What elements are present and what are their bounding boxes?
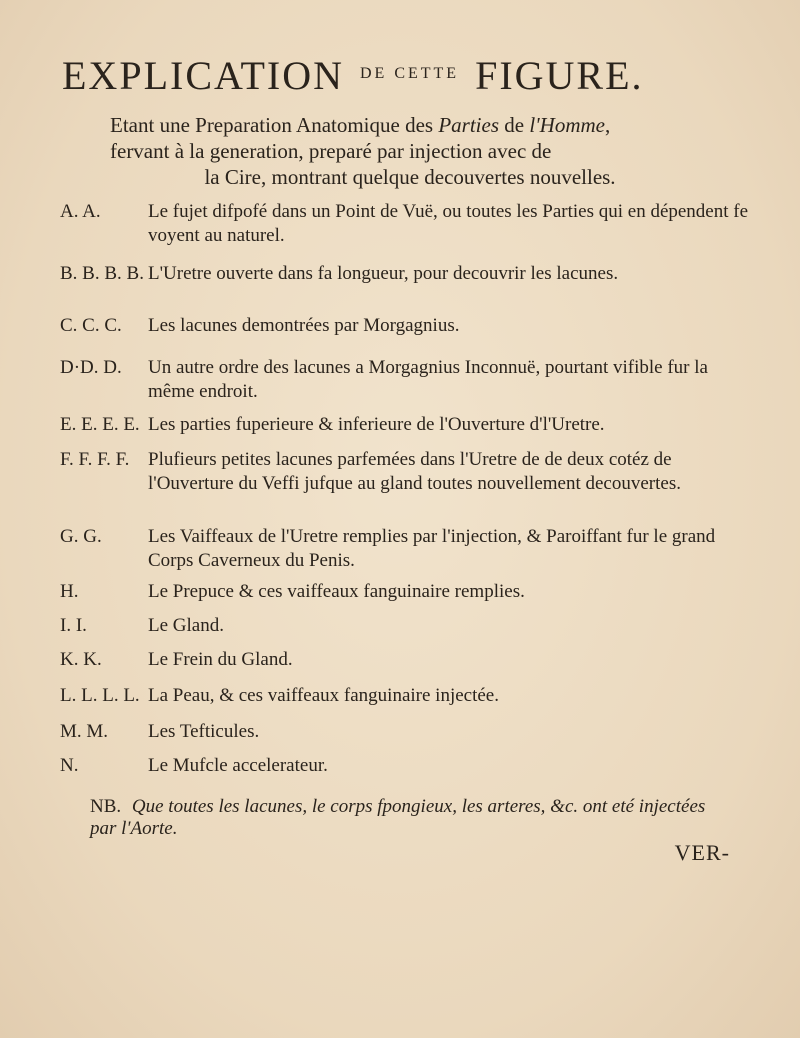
entry-text: Les Tefticules. xyxy=(148,721,260,742)
entry-text: Les lacunes demontrées par Morgagnius. xyxy=(148,315,460,336)
intro-line3: la Cire, montrant quelque decouvertes nouvelles. xyxy=(204,165,616,189)
entry-text: Un autre ordre des lacunes a Morgagnius Inconnuë, pourtant vifible fur la même endroit. xyxy=(148,357,708,402)
entry-label: C. C. C. xyxy=(60,315,122,336)
entry-text: L'Uretre ouverte dans fa longueur, pour decouvrir les lacunes. xyxy=(148,263,619,284)
intro-line1: Etant une Preparation Anatomique des xyxy=(110,113,439,137)
entry-label: I. I. xyxy=(60,615,87,636)
title-main: EXPLICATION xyxy=(62,53,344,98)
entry-label: F. F. F. F. xyxy=(60,449,130,470)
title-small: DE CETTE xyxy=(359,64,460,82)
entry-label: E. E. E. E. xyxy=(60,414,140,435)
nota-bene xyxy=(90,796,710,840)
intro-line1-mid: de xyxy=(499,113,530,137)
entry-text: Le Gland. xyxy=(148,615,224,636)
entry-text: Plufieurs petites lacunes parfemées dans l'Uretre de de deux cotéz de l'Ouverture du Veffi jufque au gland toutes nouvellement decouvertes. xyxy=(148,449,681,494)
entry-text: Les parties fuperieure & inferieure de l'Ouverture d'l'Uretre. xyxy=(148,414,605,435)
intro-line1-end: , xyxy=(605,113,611,137)
nb-text: Que toutes les lacunes, le corps fpongieux, les arteres, &c. ont eté injectées par l'Aorte. xyxy=(90,796,706,839)
entry-text: Les Vaiffeaux de l'Uretre remplies par l'injection, & Paroiffant fur le grand Corps Caverneux du Penis. xyxy=(148,526,716,571)
entry-label: H. xyxy=(60,581,79,602)
entry-label: G. G. xyxy=(60,526,102,547)
title-end: FIGURE. xyxy=(475,53,644,98)
intro-italic-parties: Parties xyxy=(438,113,500,137)
entry-text: Le fujet difpofé dans un Point de Vuë, ou toutes les Parties qui en dépendent fe voyent au naturel. xyxy=(148,201,749,246)
entry-label: N. xyxy=(60,755,79,776)
entry-label: B. B. B. B. xyxy=(60,263,144,284)
intro-paragraph xyxy=(110,112,710,190)
page-title xyxy=(62,53,762,98)
entry-label: D·D. D. xyxy=(60,357,122,378)
entry-label: A. A. xyxy=(60,201,101,222)
nb-label: NB. xyxy=(90,796,122,817)
entry-text: Le Mufcle accelerateur. xyxy=(148,755,328,776)
catchword: VER- xyxy=(674,840,730,865)
entry-text: La Peau, & ces vaiffeaux fanguinaire injectée. xyxy=(148,685,499,706)
intro-italic-homme: l'Homme xyxy=(529,113,605,137)
entry-text: Le Prepuce & ces vaiffeaux fanguinaire remplies. xyxy=(148,581,525,602)
entry-label: L. L. L. L. xyxy=(60,685,140,706)
entry-label: K. K. xyxy=(60,649,102,670)
intro-line2: fervant à la generation, preparé par injection avec de xyxy=(110,139,552,163)
entry-label: M. M. xyxy=(60,721,109,742)
entry-text: Le Frein du Gland. xyxy=(148,649,293,670)
